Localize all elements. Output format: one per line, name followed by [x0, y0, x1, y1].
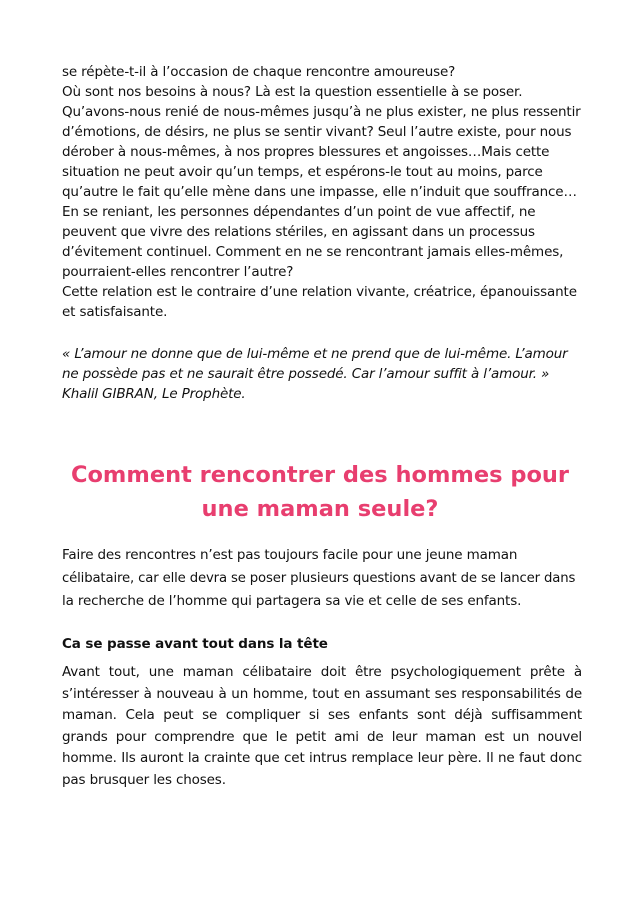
text-line: Cette relation est le contraire d’une relation vivante, créatrice, épanouissante	[62, 284, 577, 300]
section-title	[40, 458, 600, 526]
paragraph-dependance	[62, 62, 582, 322]
text-line: célibataire, car elle devra se poser plusieurs questions avant de se lancer dans	[62, 571, 576, 586]
text-line: d’émotions, de désirs, ne plus se sentir vivant? Seul l’autre existe, pour nous	[62, 124, 572, 140]
text-line: dérober à nous-mêmes, à nos propres blessures et angoisses…Mais cette	[62, 144, 550, 160]
text-line: Qu’avons-nous renié de nous-mêmes jusqu’à ne plus exister, ne plus ressentir	[62, 104, 581, 120]
text-line: se répète-t-il à l’occasion de chaque rencontre amoureuse?	[62, 64, 456, 80]
text-line: et satisfaisante.	[62, 304, 168, 320]
intro-paragraph	[62, 544, 582, 613]
section-title-line: Comment rencontrer des hommes pour	[70, 462, 570, 488]
text-line: homme. Ils auront la crainte que cet intrus remplace leur père. Il ne faut donc	[62, 750, 582, 766]
text-line: qu’autre le fait qu’elle mène dans une impasse, elle n’induit que souffrance…	[62, 184, 577, 200]
quote-line: ne possède pas et ne saurait être possedé. Car l’amour suffit à l’amour. »	[62, 366, 550, 382]
text-line: Avant tout, une maman célibataire doit être psychologiquement prête à	[62, 664, 582, 680]
section-title-line: une maman seule?	[201, 496, 439, 522]
body-paragraph	[62, 662, 582, 791]
text-line: pourraient-elles rencontrer l’autre?	[62, 264, 294, 280]
text-line: grands pour comprendre que le petit ami de leur maman est un nouvel	[62, 728, 582, 745]
text-line: peuvent que vivre des relations stériles, en agissant dans un processus	[62, 224, 535, 240]
text-line: Faire des rencontres n’est pas toujours facile pour une jeune maman	[62, 547, 518, 563]
text-line: la recherche de l’homme qui partagera sa vie et celle de ses enfants.	[62, 593, 522, 609]
quote-attribution: Khalil GIBRAN, Le Prophète.	[62, 386, 246, 402]
text-line: d’évitement continuel. Comment en ne se rencontrant jamais elles-mêmes,	[62, 244, 564, 260]
text-line: pas brusquer les choses.	[62, 771, 226, 788]
text-line: En se reniant, les personnes dépendantes d’un point de vue affectif, ne	[62, 204, 536, 220]
text-line: Où sont nos besoins à nous? Là est la question essentielle à se poser.	[62, 84, 523, 100]
quote-line: « L’amour ne donne que de lui-même et ne prend que de lui-même. L’amour	[62, 346, 568, 362]
text-line: maman. Cela peut se compliquer si ses enfants sont déjà suffisamment	[62, 707, 582, 723]
text-line: situation ne peut avoir qu’un temps, et espérons-le tout au moins, parce	[62, 164, 543, 180]
text-line: s’intéresser à nouveau à un homme, tout en assumant ses responsabilités de	[62, 685, 582, 702]
subheading: Ca se passe avant tout dans la tête	[62, 636, 328, 652]
gibran-quote	[62, 344, 582, 404]
